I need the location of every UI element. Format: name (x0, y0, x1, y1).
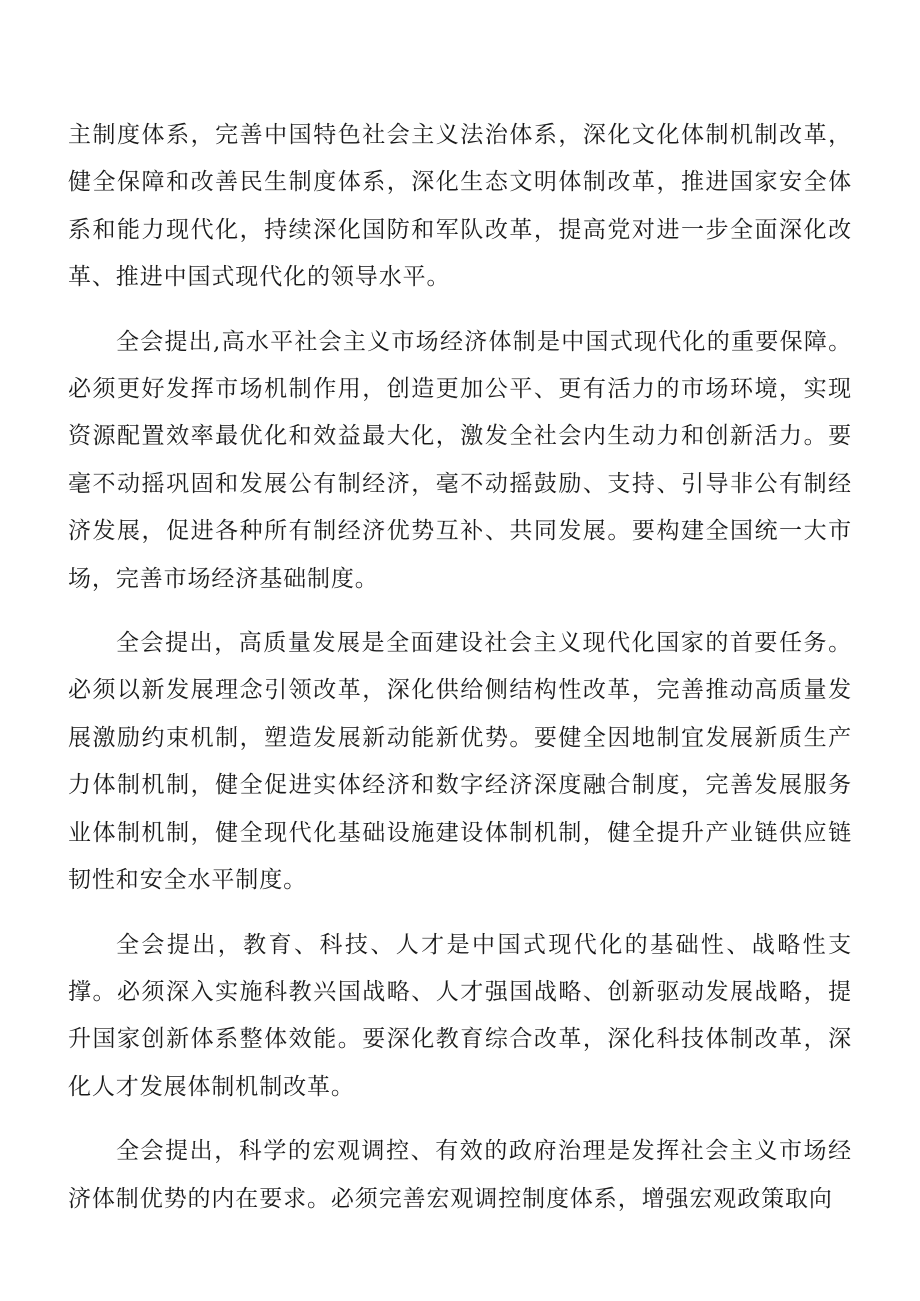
paragraph-macro-control: 全会提出，科学的宏观调控、有效的政府治理是发挥社会主义市场经济体制优势的内在要求。必须完善宏观调控制度体系，增强宏观政策取向 (68, 1138, 852, 1212)
document-body (68, 112, 852, 1223)
paragraph-market-economy: 全会提出,高水平社会主义市场经济体制是中国式现代化的重要保障。必须更好发挥市场机制作用，创造更加公平、更有活力的市场环境，实现资源配置效率最优化和效益最大化，激发全社会内生动力和创新活力。要毫不动摇巩固和发展公有制经济，毫不动摇鼓励、支持、引导非公有制经济发展，促进各种所有制经济优势互补、共同发展。要构建全国统一大市场，完善市场经济基础制度。 (68, 328, 852, 592)
paragraph-education-science-talent: 全会提出，教育、科技、人才是中国式现代化的基础性、战略性支撑。必须深入实施科教兴国战略、人才强国战略、创新驱动发展战略，提升国家创新体系整体效能。要深化教育综合改革，深化科技体制改革，深化人才发展体制机制改革。 (68, 931, 852, 1100)
paragraph-high-quality-development: 全会提出，高质量发展是全面建设社会主义现代化国家的首要任务。必须以新发展理念引领改革，深化供给侧结构性改革，完善推动高质量发展激励约束机制，塑造发展新动能新优势。要健全因地制宜发展新质生产力体制机制，健全促进实体经济和数字经济深度融合制度，完善发展服务业体制机制，健全现代化基础设施建设体制机制，健全提升产业链供应链韧性和安全水平制度。 (68, 630, 852, 894)
paragraph-continued: 主制度体系，完善中国特色社会主义法治体系，深化文化体制机制改革，健全保障和改善民生制度体系，深化生态文明体制改革，推进国家安全体系和能力现代化，持续深化国防和军队改革，提高党对进一步全面深化改革、推进中国式现代化的领导水平。 (68, 122, 852, 291)
